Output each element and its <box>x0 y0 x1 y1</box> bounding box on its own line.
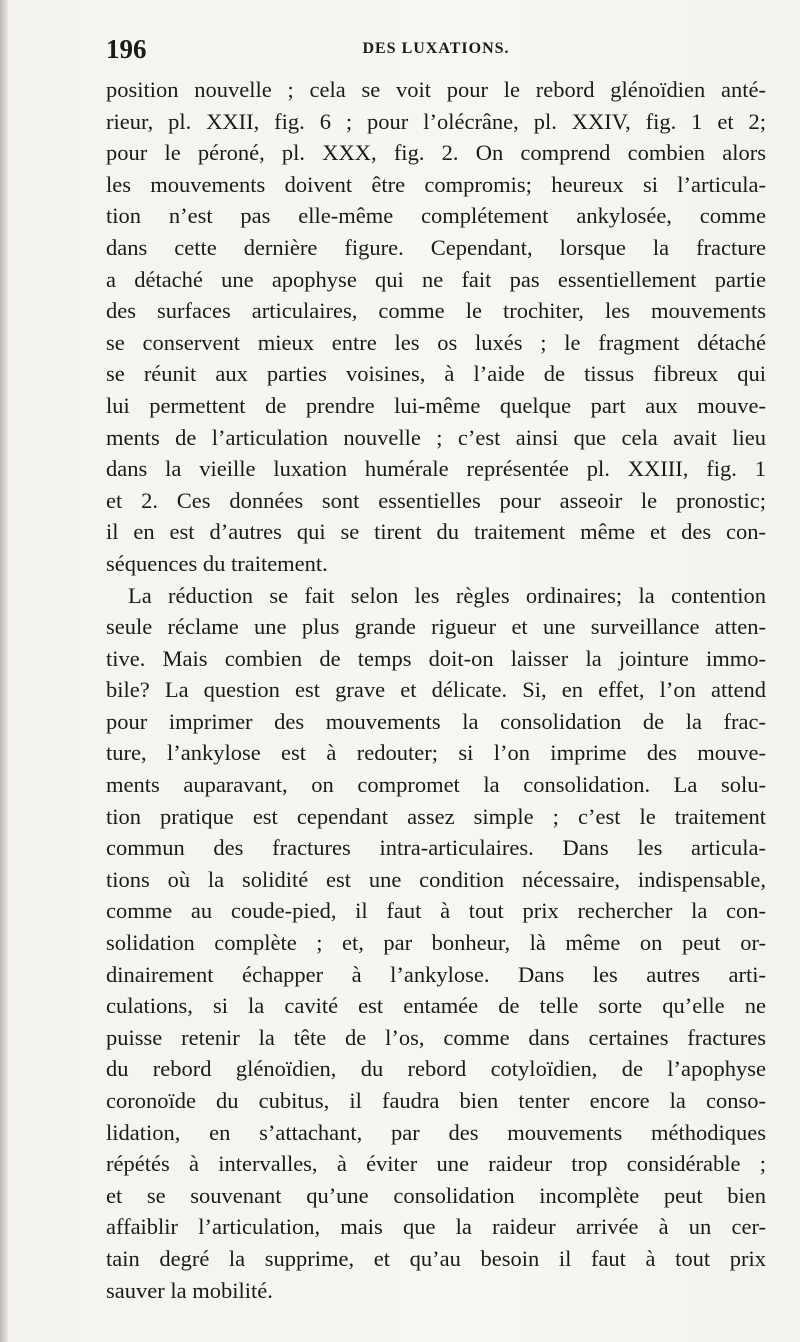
page-header <box>106 34 766 68</box>
text-line: pour le péroné, pl. XXX, fig. 2. On comprend combien alors <box>106 140 766 166</box>
text-line: seule réclame une plus grande rigueur et une surveillance atten- <box>106 614 766 640</box>
text-line: puisse retenir la tête de l’os, comme dans certaines fractures <box>106 1024 766 1050</box>
text-line: tion n’est pas elle-même complétement ankylosée, comme <box>106 203 766 229</box>
text-line: lidation, en s’attachant, par des mouvements méthodiques <box>106 1119 766 1145</box>
text-line: dans la vieille luxation humérale représentée pl. XXIII, fig. 1 <box>106 456 766 482</box>
text-line: commun des fractures intra-articulaires. Dans les articula- <box>106 835 766 861</box>
text-line: séquences du traitement. <box>106 550 328 576</box>
text-line: coronoïde du cubitus, il faudra bien tenter encore la conso- <box>106 1088 766 1113</box>
text-line: tive. Mais combien de temps doit-on laisser la jointure immo- <box>106 645 766 671</box>
text-line: rieur, pl. XXII, fig. 6 ; pour l’olécrâne, pl. XXIV, fig. 1 et 2; <box>106 108 766 134</box>
text-line: pour imprimer des mouvements la consolidation de la frac- <box>106 708 766 734</box>
text-line: dinairement échapper à l’ankylose. Dans les autres arti- <box>106 961 766 987</box>
text-line: ments de l’articulation nouvelle ; c’est ainsi que cela avait lieu <box>106 424 766 450</box>
text-line: lui permettent de prendre lui-même quelque part aux mouve- <box>106 392 766 418</box>
text-line: a détaché une apophyse qui ne fait pas essentiellement partie <box>106 266 766 292</box>
text-line: les mouvements doivent être compromis; heureux si l’articula- <box>106 171 766 197</box>
text-line: du rebord glénoïdien, du rebord cotyloïdien, de l’apophyse <box>106 1056 766 1082</box>
text-line: culations, si la cavité est entamée de telle sorte qu’elle ne <box>106 993 766 1019</box>
text-line: sauver la mobilité. <box>106 1277 273 1303</box>
text-line: tion pratique est cependant assez simple ; c’est le traitement <box>106 803 766 829</box>
text-line: dans cette dernière figure. Cependant, lorsque la fracture <box>106 234 766 260</box>
text-line: comme au coude-pied, il faut à tout prix rechercher la con- <box>106 898 766 924</box>
text-line: tain degré la supprime, et qu’au besoin il faut à tout prix <box>106 1245 766 1271</box>
text-line: ments auparavant, on compromet la consolidation. La solu- <box>106 772 766 798</box>
text-line: se conservent mieux entre les os luxés ; le fragment détaché <box>106 329 766 355</box>
text-line: affaiblir l’articulation, mais que la raideur arrivée à un cer- <box>106 1214 766 1240</box>
text-line: La réduction se fait selon les règles ordinaires; la contention <box>128 582 766 608</box>
text-line: se réunit aux parties voisines, à l’aide de tissus fibreux qui <box>106 361 766 387</box>
body-text <box>106 74 766 1306</box>
text-line: bile? La question est grave et délicate. Si, en effet, l’on attend <box>106 677 766 703</box>
text-line: répétés à intervalles, à éviter une raideur trop considérable ; <box>106 1151 766 1177</box>
page-gutter-shadow <box>0 0 8 1342</box>
text-line: solidation complète ; et, par bonheur, là même on peut or- <box>106 930 766 956</box>
text-line: il en est d’autres qui se tirent du traitement même et des con- <box>106 519 766 545</box>
text-line: des surfaces articulaires, comme le trochiter, les mouvements <box>106 298 766 324</box>
text-line: et se souvenant qu’une consolidation incomplète peut bien <box>106 1182 766 1208</box>
text-line: et 2. Ces données sont essentielles pour asseoir le pronostic; <box>106 487 766 513</box>
text-line: ture, l’ankylose est à redouter; si l’on imprime des mouve- <box>106 740 766 766</box>
text-line: tions où la solidité est une condition nécessaire, indispensable, <box>106 866 766 892</box>
text-line: position nouvelle ; cela se voit pour le rebord glénoïdien anté- <box>106 77 766 102</box>
running-head: DES LUXATIONS. <box>362 40 510 57</box>
page-number: 196 <box>106 34 147 64</box>
